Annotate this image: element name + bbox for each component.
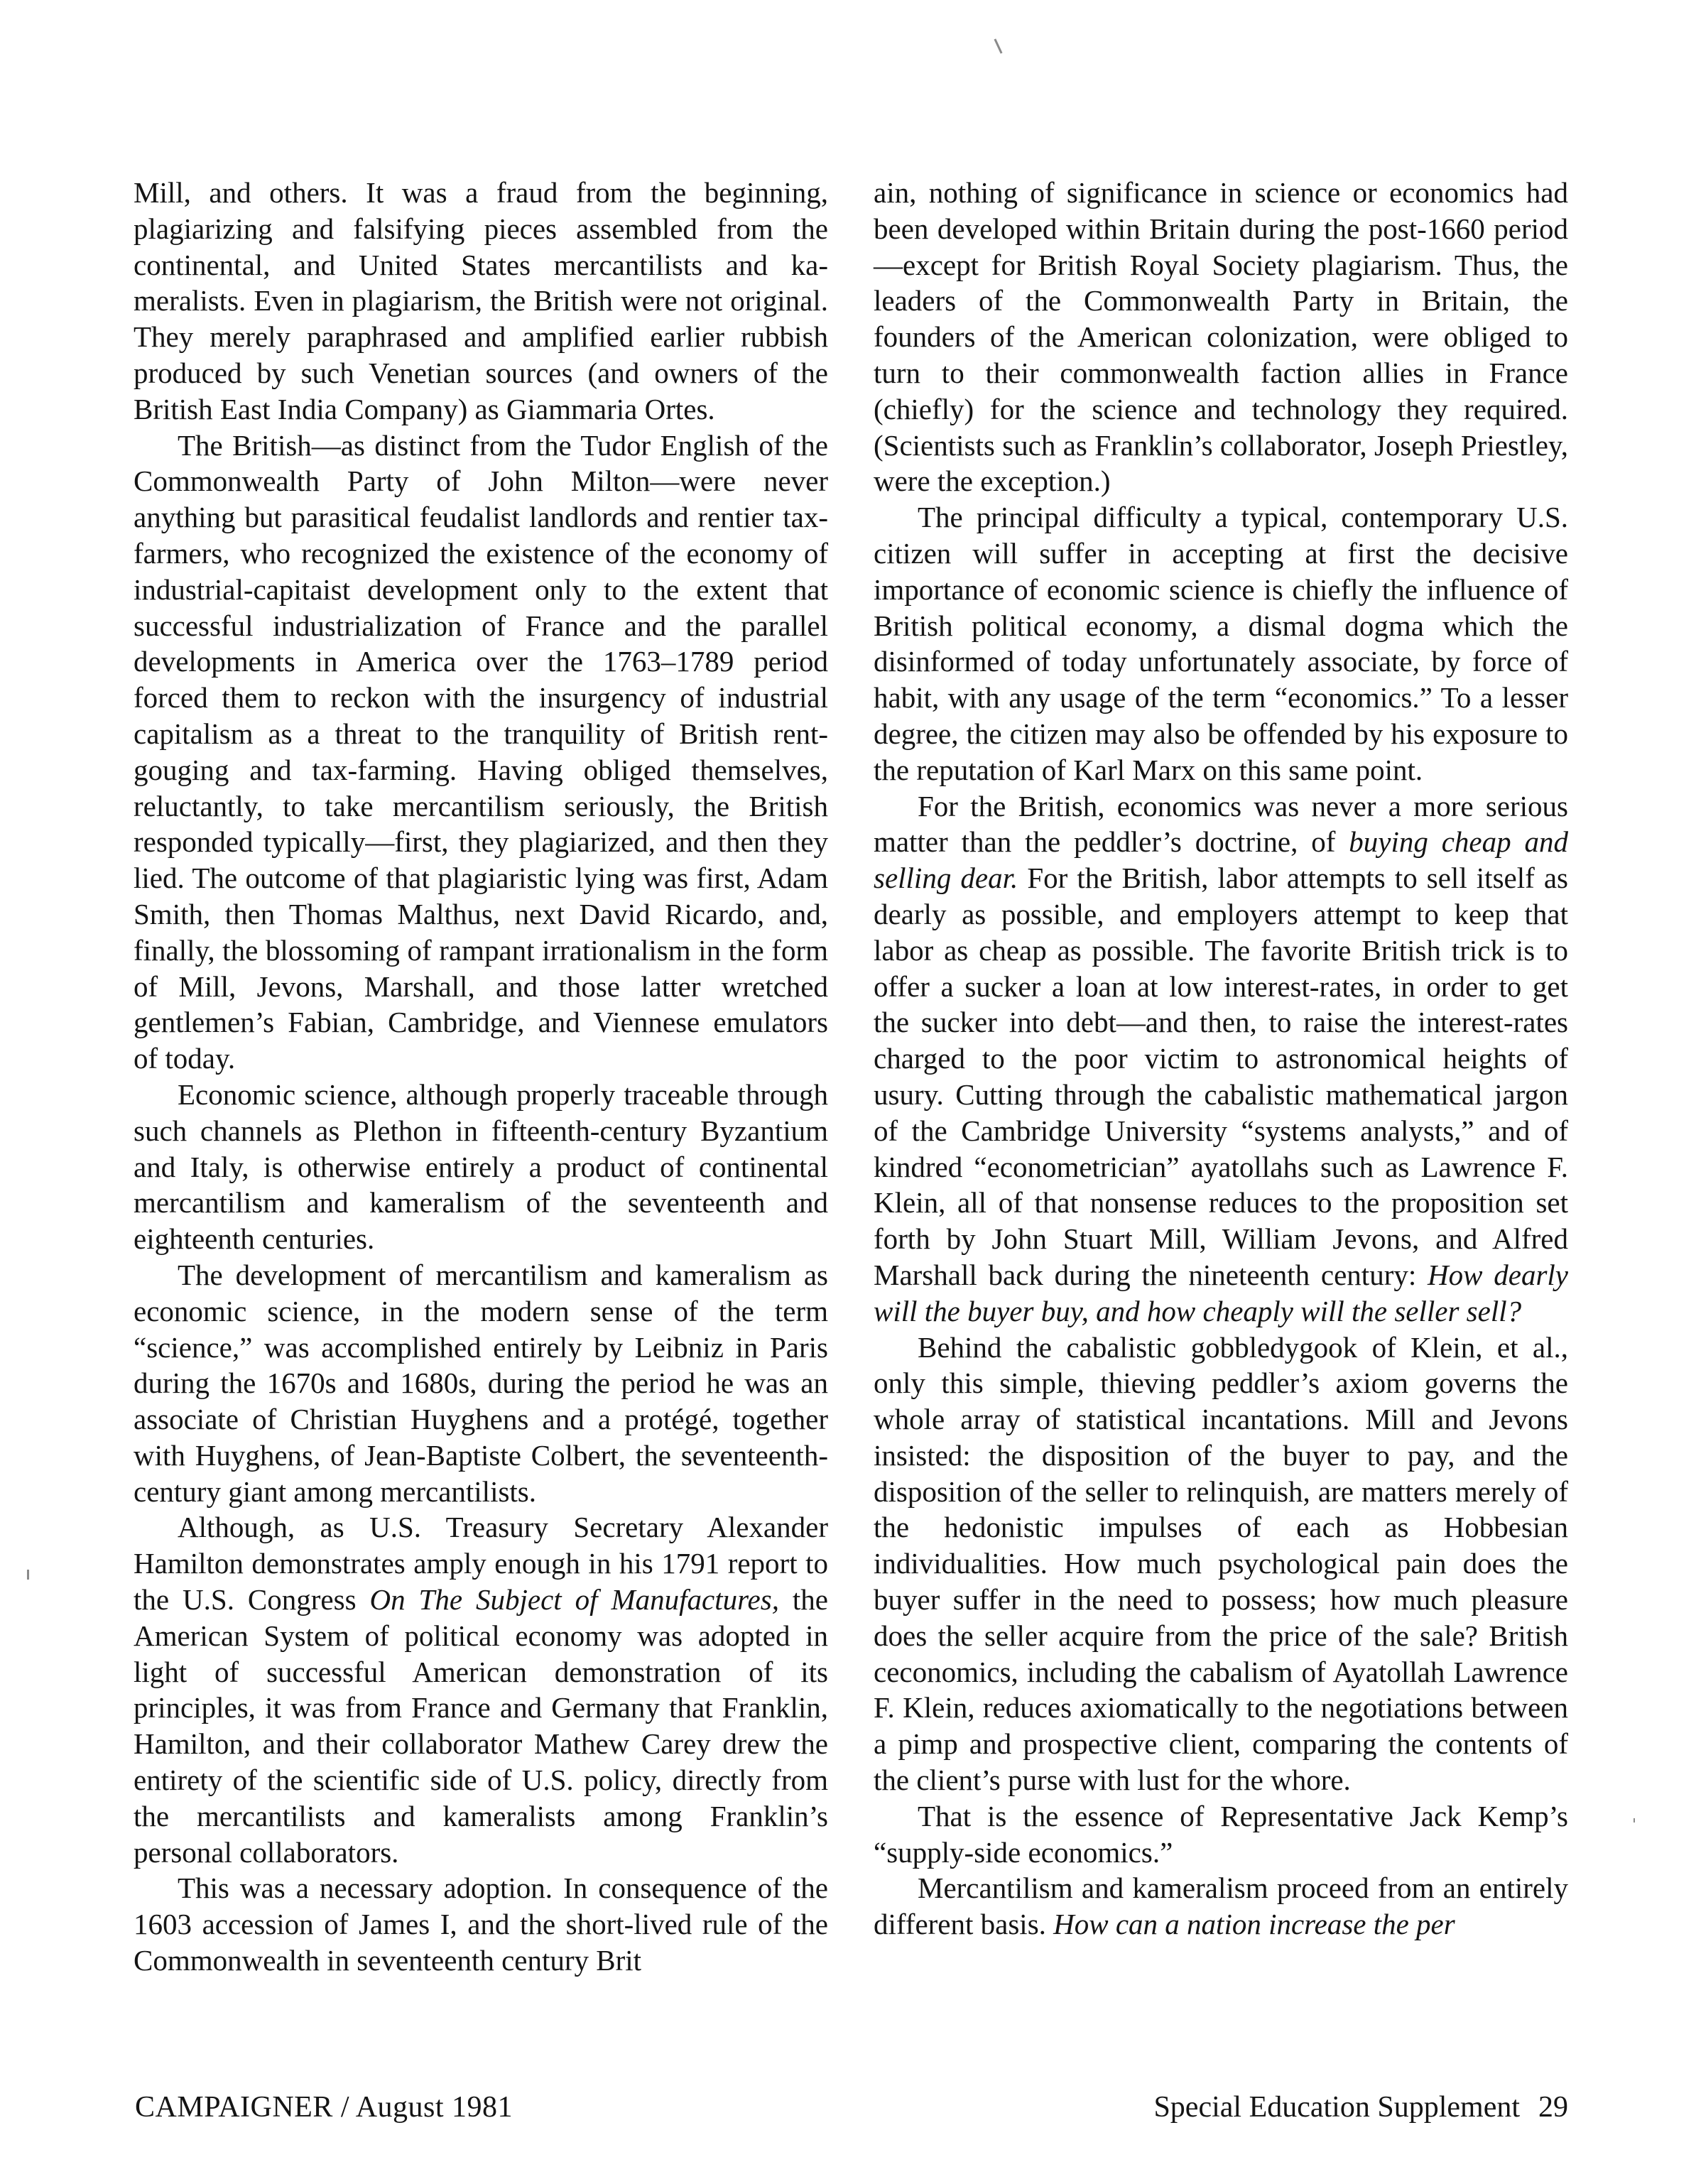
paragraph bbox=[874, 788, 1568, 1330]
paragraph bbox=[134, 1870, 828, 1978]
text-run: For the British, labor attempts to sell itself as dearly as possible, and employers attempt to keep that labor as cheap as possible. The favorite British trick is to offer a sucker a loan at low interest-rates, in order to get the sucker into debt—and then, to raise the interest-rates charged to the poor victim to astronomical heights of usury. Cutting through the cabalistic mathematical jargon of the Cambridge University “systems analysts,” and of kindred “econometrician” ayatollahs such as Lawrence F. Klein, all of that nonsense reduces to the proposition set forth by John Stuart Mill, William Jevons, and Alfred Marshall back during the nineteenth century: bbox=[874, 862, 1568, 1291]
scan-speck bbox=[1634, 1818, 1635, 1822]
footer-section bbox=[1153, 2090, 1568, 2125]
paragraph bbox=[134, 1077, 828, 1257]
paragraph bbox=[874, 499, 1568, 788]
paragraph bbox=[874, 1870, 1568, 1943]
text-run: This was a necessary adoption. In consequence of the 1603 accession of James I, and the short-lived rule of the Commonwealth in seventeenth century Brit bbox=[134, 1871, 828, 1977]
text-run: Mercantilism and kameralism proceed from an entirely different basis. bbox=[874, 1871, 1568, 1941]
paragraph bbox=[134, 428, 828, 1077]
text-run: Behind the cabalistic gobbledygook of Klein, et al., only this simple, thieving peddler’s axiom governs the whole array of statistical incantations. Mill and Jevons insisted: the disposition of the buyer to pay, and the disposition of the seller to relinquish, are matters merely of the hedonistic impulses of each as Hobbesian individualities. How much psychological pain does the buyer suffer in the need to possess; how much pleasure does the seller acquire from the price of the sale? British ceconomics, including the cabalism of Ayatollah Lawrence F. Klein, reduces axiomatically to the negotiations between a pimp and prospective client, comparing the contents of the client’s purse with lust for the whore. bbox=[874, 1330, 1568, 1797]
paragraph bbox=[134, 1257, 828, 1510]
italic-text: How dearly will the buyer buy, and how cheaply will the seller sell? bbox=[874, 1258, 1569, 1327]
left-text-column bbox=[134, 175, 828, 1979]
right-text-column bbox=[874, 175, 1568, 1943]
paragraph bbox=[134, 175, 828, 428]
italic-text: On The Subject of Manufactures, bbox=[369, 1583, 779, 1617]
footer-publication: CAMPAIGNER / August 1981 bbox=[135, 2091, 513, 2124]
italic-text: How can a nation increase the per bbox=[1053, 1908, 1455, 1941]
text-run: The development of mercantilism and kameralism as economic science, in the modern sense of the term “science,” was accomplished entirely by Leibniz in Paris during the 1670s and 1680s, during the period he was an associate of Christian Huyghens and a protégé, together with Huyghens, of Jean-Baptiste Colbert, the seventeenth-century giant among mercantilists. bbox=[134, 1258, 828, 1508]
italic-text: buying cheap and selling dear. bbox=[874, 825, 1568, 895]
paragraph bbox=[874, 1798, 1568, 1871]
text-run: Economic science, although properly traceable through such channels as Plethon in fifteenth-century Byzantium and Italy, is otherwise entirely a product of continental mercantilism and kameralism of the seventeenth and eighteenth centuries. bbox=[134, 1077, 828, 1256]
scan-speck bbox=[994, 38, 1002, 53]
text-run: The principal difficulty a typical, contemporary U.S. citizen will suffer in accepting at first the decisive importance of economic science is chiefly the influence of British political economy, a dismal dogma which the disinformed of today unfortunately associate, by force of habit, with any usage of the term “economics.” To a lesser degree, the citizen may also be offended by his exposure to the reputation of Karl Marx on this same point. bbox=[874, 501, 1568, 786]
text-run: Although, as U.S. Treasury Secretary Alexander Hamilton demonstrates amply enough in his 1791 report to the U.S. Congress bbox=[134, 1511, 828, 1617]
text-run: the American System of political economy was adopted in light of successful American demonstration of its principles, it was from France and Germany that Franklin, Hamilton, and their collaborator Mathew Carey drew the entirety of the scientific side of U.S. policy, directly from the mercantilists and kameralists among Franklin’s personal collaborators. bbox=[134, 1583, 828, 1869]
text-run: Mill, and others. It was a fraud from the beginning, plagiarizing and falsifying pieces assembled from the continental, and United States mercantilists and kameralists. Even in plagiarism, the British were not original. They merely paraphrased and amplified earlier rubbish produced by such Venetian sources (and owners of the British East India Company) as Giammaria Ortes. bbox=[134, 176, 828, 425]
paragraph bbox=[874, 175, 1568, 499]
text-run: The British—as distinct from the Tudor English of the Commonwealth Party of John Milton—were never anything but parasitical feudalist landlords and rentier tax-farmers, who recognized the existence of the economy of industrial-capitaist development only to the extent that successful industrialization of France and the parallel developments in America over the 1763–1789 period forced them to reckon with the insurgency of industrial capitalism as a threat to the tranquility of British rent-gouging and tax-farming. Having obliged themselves, reluctantly, to take mercantilism seriously, the British responded typically—first, they plagiarized, and then they lied. The outcome of that plagiaristic lying was first, Adam Smith, then Thomas Malthus, next David Ricardo, and, finally, the blossoming of rampant irrationalism in the form of Mill, Jevons, Marshall, and those latter wretched gentlemen’s Fabian, Cambridge, and Viennese emulators of today. bbox=[134, 428, 828, 1075]
text-run: For the British, economics was never a more serious matter than the peddler’s doctrine, of bbox=[874, 789, 1568, 859]
footer-section-label: Special Education Supplement bbox=[1153, 2091, 1520, 2124]
paragraph bbox=[874, 1330, 1568, 1798]
paragraph bbox=[134, 1509, 828, 1870]
text-run: That is the essence of Representative Jack Kemp’s “supply-side economics.” bbox=[874, 1799, 1568, 1869]
scan-speck bbox=[27, 1570, 29, 1580]
text-run: ain, nothing of significance in science or economics had been developed within Britain during the post-1660 period—except for British Royal Society plagiarism. Thus, the leaders of the Commonwealth Party in Britain, the founders of the American colonization, were obliged to turn to their commonwealth faction allies in France (chiefly) for the science and technology they required. (Scientists such as Franklin’s collaborator, Joseph Priestley, were the exception.) bbox=[874, 176, 1568, 498]
page-number: 29 bbox=[1538, 2091, 1568, 2124]
